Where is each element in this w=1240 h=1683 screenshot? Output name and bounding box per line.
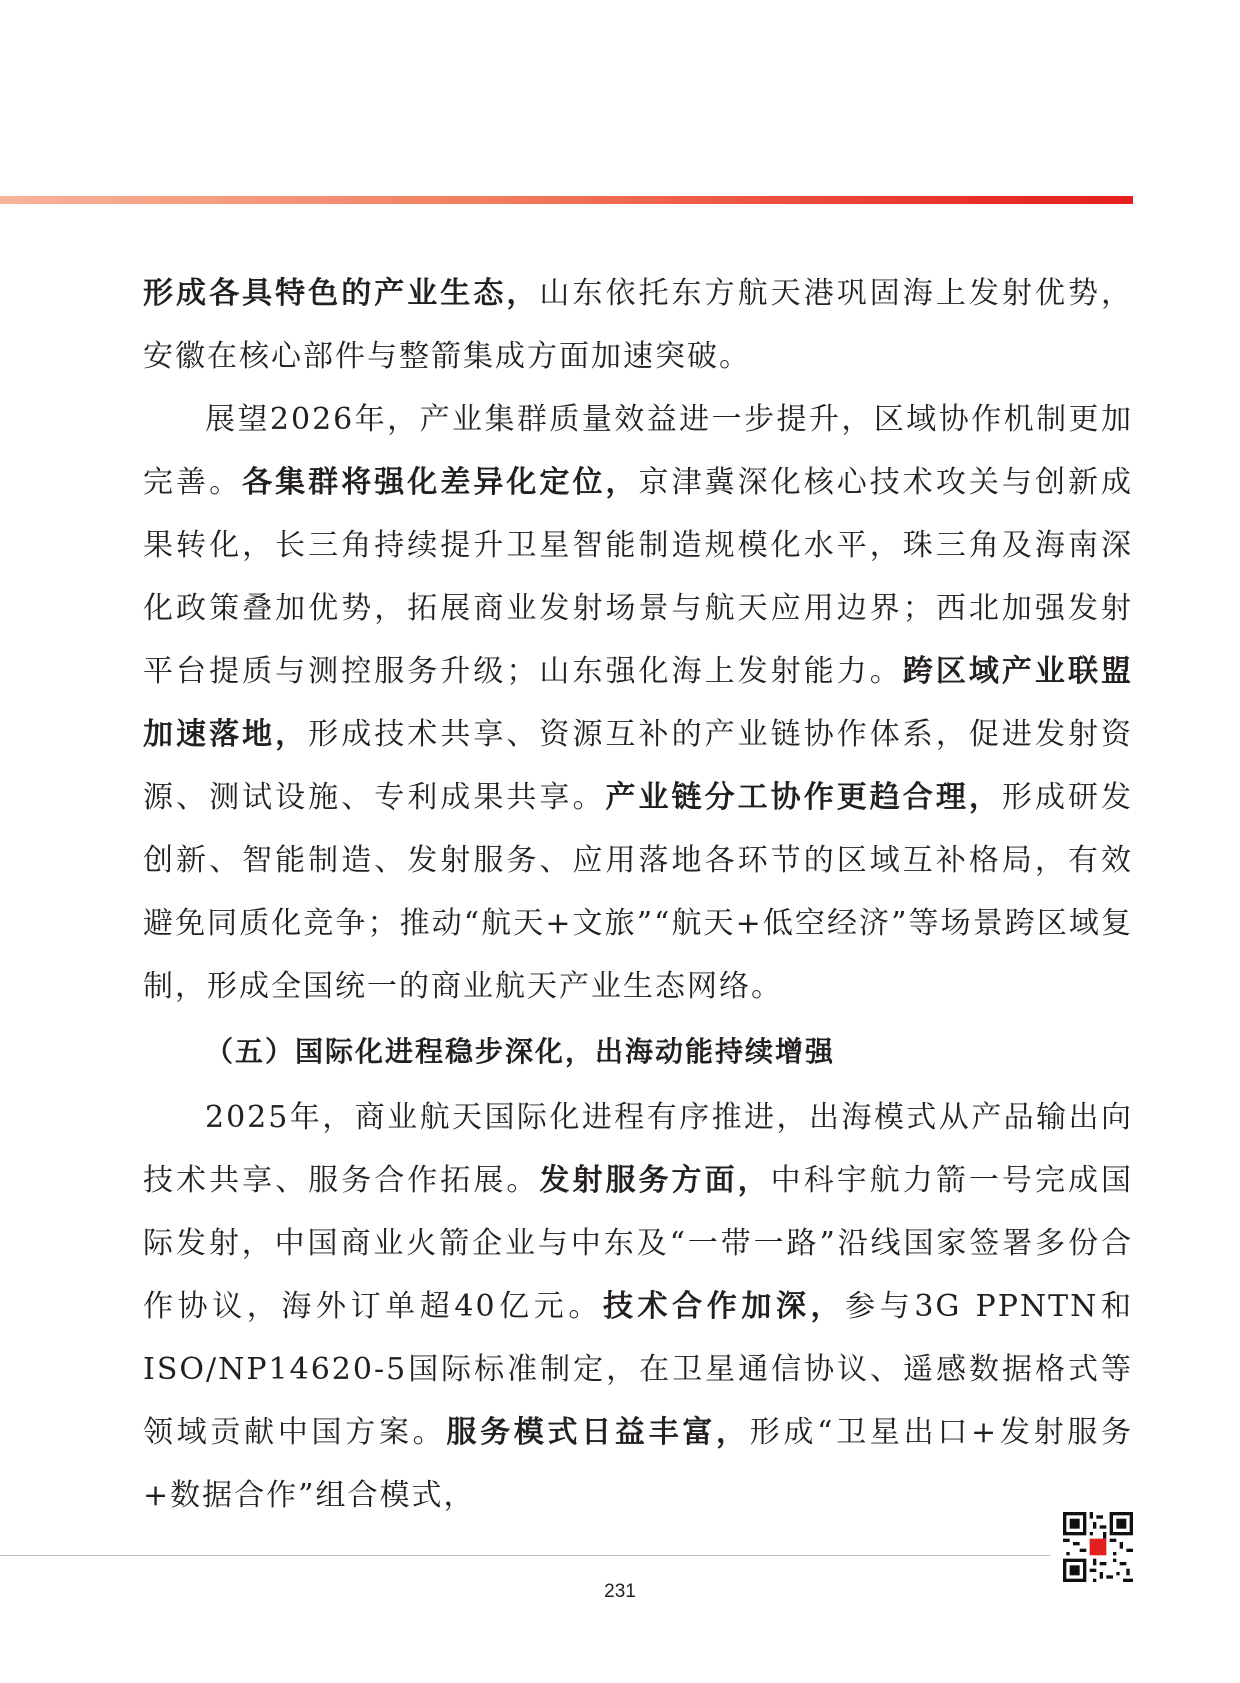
text-run: 参与3G PPNTN和ISO/NP14620-5国际标准制定，在卫星通信协议、遥感数据格式等领域贡献中国方案。 <box>143 1289 1133 1450</box>
bold-phrase: 技术合作加深， <box>602 1289 846 1324</box>
text-run: 京津冀深化核心技术攻关与创新成果转化，长三角持续提升卫星智能制造规模化水平，珠三角及海南深化政策叠加优势，拓展商业发射场景与航天应用边界；西北加强发射平台提质与测控服务升级；山东强化海上发射能力。 <box>143 465 1134 689</box>
page-number: 231 <box>604 1581 636 1602</box>
text-run: 形成研发创新、智能制造、发射服务、应用落地各环节的区域互补格局，有效避免同质化竞争；推动“航天+文旅”“航天+低空经济”等场景跨区域复制，形成全国统一的商业航天产业生态网络。 <box>143 780 1134 1004</box>
bold-phrase: 发射服务方面， <box>539 1163 771 1198</box>
qr-code-icon <box>1063 1512 1133 1582</box>
bold-phrase: 产业链分工协作更趋合理， <box>605 780 1002 815</box>
text-run: 2025年，商业航天国际化进程有序推进，出海模式从产品输出向技术共享、服务合作拓展。 <box>143 1100 1133 1198</box>
footer-divider <box>0 1555 1050 1556</box>
paragraph-2 <box>143 388 1133 1018</box>
text-run: 中科宇航力箭一号完成国际发射，中国商业火箭企业与中东及“一带一路”沿线国家签署多份合作协议，海外订单超40亿元。 <box>143 1163 1134 1324</box>
text-run: 展望2026年，产业集群质量效益进一步提升，区域协作机制更加完善。 <box>143 402 1133 500</box>
text-run: 形成技术共享、资源互补的产业链协作体系，促进发射资源、测试设施、专利成果共享。 <box>143 717 1134 815</box>
bold-phrase: 各集群将强化差异化定位， <box>242 465 639 500</box>
text-run: 形成“卫星出口+发射服务+数据合作”组合模式， <box>143 1415 1134 1513</box>
paragraph-1 <box>143 262 1133 388</box>
paragraph-3 <box>143 1086 1133 1527</box>
document-body <box>143 262 1133 1527</box>
bold-phrase: 跨区域产业联盟加速落地， <box>143 654 1134 752</box>
bold-phrase: 形成各具特色的产业生态， <box>143 276 540 311</box>
text-run: 山东依托东方航天港巩固海上发射优势，安徽在核心部件与整箭集成方面加速突破。 <box>143 276 1134 374</box>
section-heading: （五）国际化进程稳步深化，出海动能持续增强 <box>205 1035 836 1068</box>
bold-phrase: 服务模式日益丰富， <box>446 1415 750 1450</box>
header-accent-bar <box>0 196 1133 204</box>
